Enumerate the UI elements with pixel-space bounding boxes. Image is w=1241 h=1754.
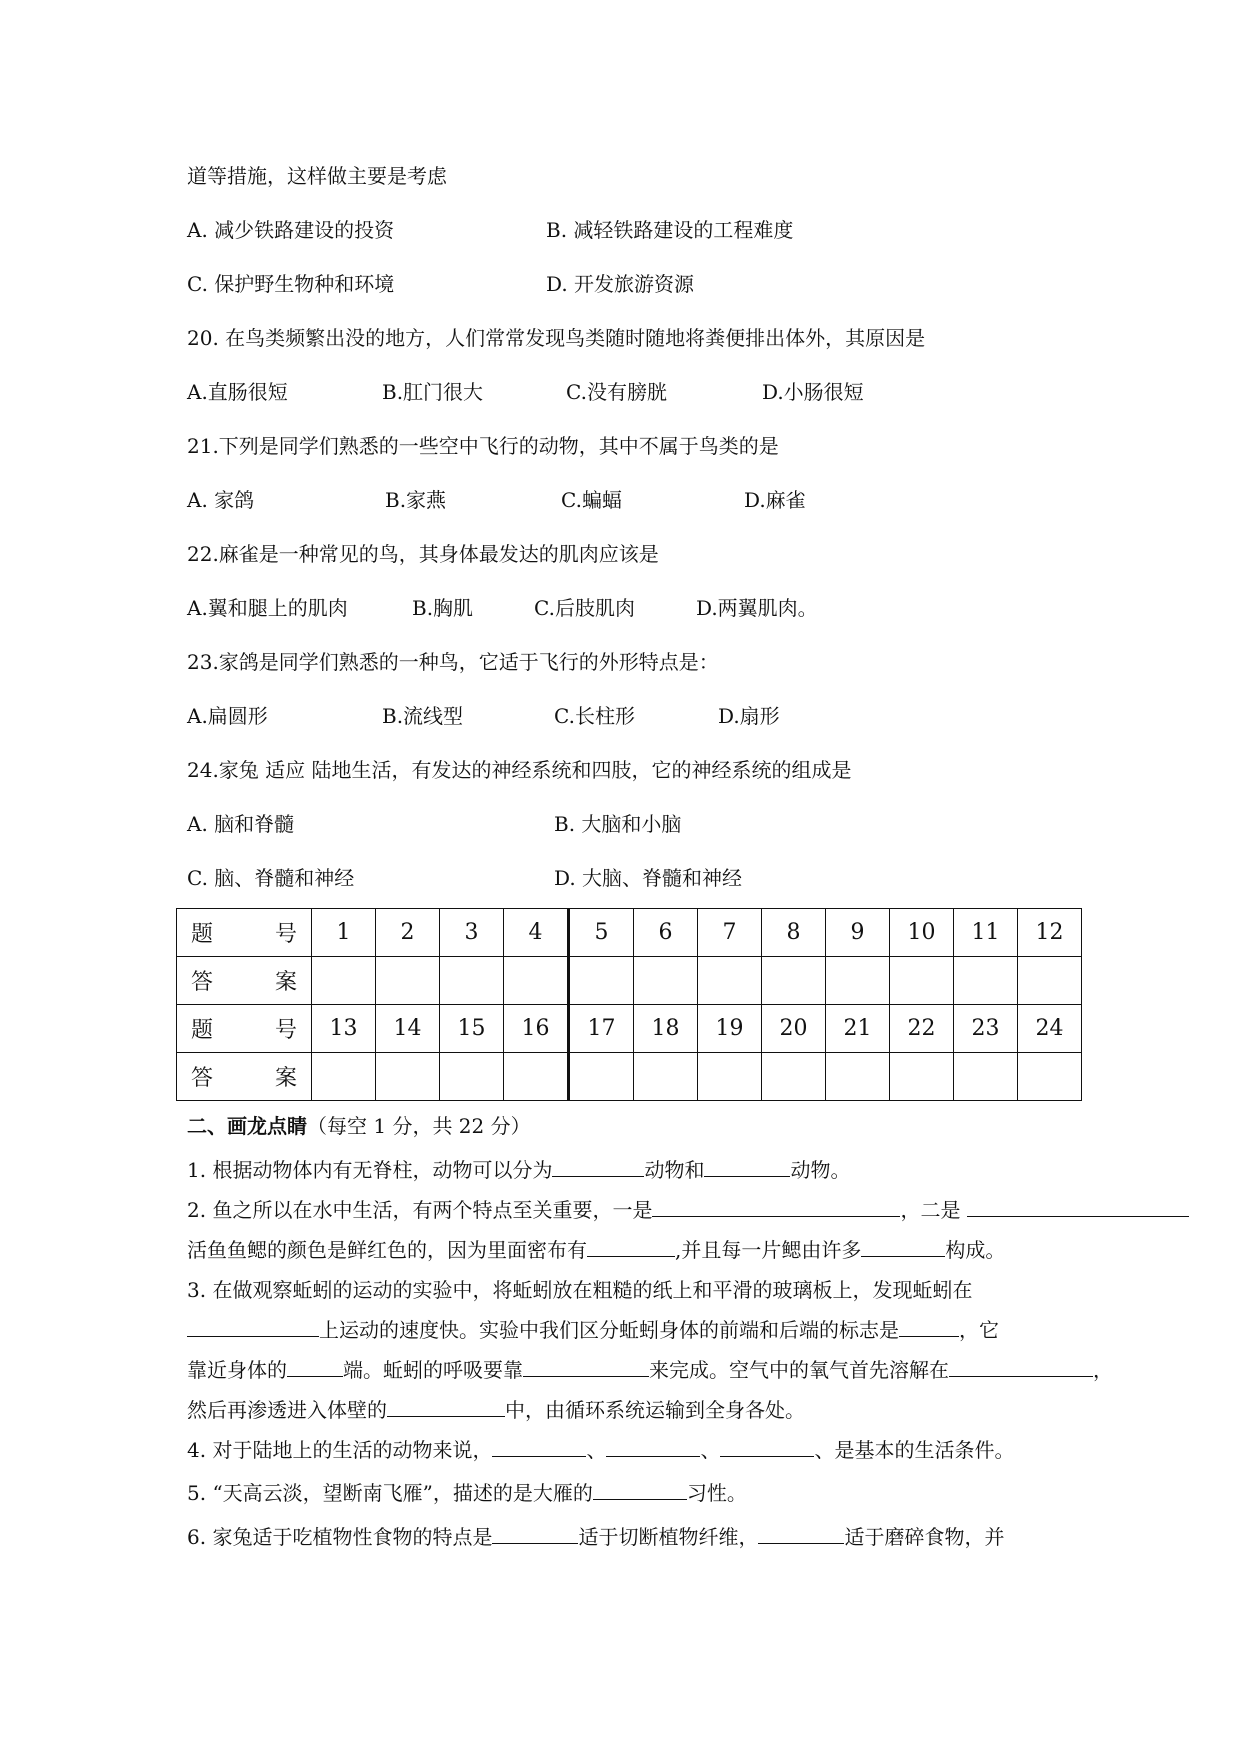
answer-cell[interactable] <box>698 957 762 1005</box>
answer-cell[interactable] <box>826 957 890 1005</box>
answer-cell[interactable] <box>569 957 634 1005</box>
q24-option-d: D. 大脑、脊髓和神经 <box>554 866 743 890</box>
text: 2. 鱼之所以在水中生活，有两个特点至关重要，一是 <box>187 1198 653 1222</box>
text: ，二是 <box>900 1198 961 1222</box>
blank[interactable] <box>492 1525 578 1544</box>
question-number: 6 <box>634 909 698 957</box>
fill-question-3: 3. 在做观察蚯蚓的运动的实验中，将蚯蚓放在粗糙的纸上和平滑的玻璃板上，发现蚯蚓在 <box>187 1278 973 1302</box>
table-row-numbers-1 <box>177 909 1082 957</box>
answer-cell[interactable] <box>634 957 698 1005</box>
question-number: 10 <box>890 909 954 957</box>
text: 上运动的速度快。实验中我们区分蚯蚓身体的前端和后端的标志是 <box>319 1318 899 1342</box>
text: 、 <box>700 1438 721 1462</box>
blank[interactable] <box>949 1358 1093 1377</box>
answer-cell[interactable] <box>890 957 954 1005</box>
fill-question-2 <box>187 1197 1189 1223</box>
q21-option-b: B.家燕 <box>385 488 447 512</box>
question-number: 3 <box>440 909 504 957</box>
q24-option-a: A. 脑和脊髓 <box>187 812 295 836</box>
answer-cell[interactable] <box>312 1053 376 1101</box>
blank[interactable] <box>758 1525 844 1544</box>
blank[interactable] <box>387 1398 505 1417</box>
fill-question-2b <box>187 1237 1005 1263</box>
answer-cell[interactable] <box>504 1053 569 1101</box>
q24-option-b: B. 大脑和小脑 <box>554 812 682 836</box>
text: 来完成。空气中的氧气首先溶解在 <box>649 1358 949 1382</box>
q19-option-d: D. 开发旅游资源 <box>546 272 695 296</box>
q24-stem: 24.家兔 适应 陆地生活，有发达的神经系统和四肢，它的神经系统的组成是 <box>187 758 852 782</box>
text: 活鱼鱼鳃的颜色是鲜红色的，因为里面密布有 <box>187 1238 587 1262</box>
q19-option-a: A. 减少铁路建设的投资 <box>187 218 395 242</box>
text: 动物。 <box>790 1158 851 1182</box>
question-number: 24 <box>1018 1005 1082 1053</box>
question-number: 18 <box>634 1005 698 1053</box>
answer-cell[interactable] <box>954 1053 1018 1101</box>
blank[interactable] <box>552 1158 644 1177</box>
table-row-answers-1 <box>177 957 1082 1005</box>
question-number: 15 <box>440 1005 504 1053</box>
text: 4. 对于陆地上的生活的动物来说， <box>187 1438 493 1462</box>
question-number: 14 <box>376 1005 440 1053</box>
text: 、是基本的生活条件。 <box>814 1438 1015 1462</box>
question-number: 12 <box>1018 909 1082 957</box>
fill-question-6 <box>187 1524 1004 1550</box>
blank[interactable] <box>899 1318 959 1337</box>
answer-cell[interactable] <box>762 1053 826 1101</box>
text: 靠近身体的 <box>187 1358 287 1382</box>
q22-option-c: C.后肢肌肉 <box>534 596 635 620</box>
fill-question-1 <box>187 1157 850 1183</box>
answer-cell[interactable] <box>504 957 569 1005</box>
blank[interactable] <box>704 1158 790 1177</box>
text: 6. 家兔适于吃植物性食物的特点是 <box>187 1525 493 1549</box>
q23-stem: 23.家鸽是同学们熟悉的一种鸟，它适于飞行的外形特点是： <box>187 650 719 674</box>
blank[interactable] <box>587 1238 675 1257</box>
answer-cell[interactable] <box>569 1053 634 1101</box>
section2-heading <box>187 1113 531 1139</box>
text: 构成。 <box>945 1238 1006 1262</box>
question-number: 4 <box>504 909 569 957</box>
q21-stem: 21.下列是同学们熟悉的一些空中飞行的动物，其中不属于鸟类的是 <box>187 434 779 458</box>
question-number: 11 <box>954 909 1018 957</box>
q19-option-b: B. 减轻铁路建设的工程难度 <box>546 218 794 242</box>
question-number: 13 <box>312 1005 376 1053</box>
q24-option-c: C. 脑、脊髓和神经 <box>187 866 355 890</box>
q20-option-b: B.肛门很大 <box>382 380 484 404</box>
text: 端。蚯蚓的呼吸要靠 <box>343 1358 523 1382</box>
question-number: 1 <box>312 909 376 957</box>
answer-cell[interactable] <box>634 1053 698 1101</box>
q23-option-b: B.流线型 <box>382 704 464 728</box>
blank[interactable] <box>593 1481 687 1500</box>
section2-note: （每空 1 分，共 22 分） <box>307 1114 531 1138</box>
blank[interactable] <box>187 1318 319 1337</box>
text: 然后再渗透进入体壁的 <box>187 1398 387 1422</box>
question-number: 8 <box>762 909 826 957</box>
question-number: 5 <box>569 909 634 957</box>
section2-title: 二、画龙点睛 <box>187 1114 307 1138</box>
fill-question-4 <box>187 1437 1014 1463</box>
answer-cell[interactable] <box>440 1053 504 1101</box>
blank[interactable] <box>652 1198 900 1217</box>
answer-cell[interactable] <box>1018 957 1082 1005</box>
table-row-numbers-2 <box>177 1005 1082 1053</box>
q22-option-d: D.两翼肌肉。 <box>696 596 818 620</box>
answer-cell[interactable] <box>762 957 826 1005</box>
blank[interactable] <box>720 1438 814 1457</box>
blank[interactable] <box>287 1358 343 1377</box>
text: 适于切断植物纤维， <box>578 1525 759 1549</box>
q22-option-b: B.胸肌 <box>412 596 474 620</box>
label-answer-2: 答 案 <box>177 1053 312 1101</box>
question-number: 2 <box>376 909 440 957</box>
q20-option-a: A.直肠很短 <box>187 380 288 404</box>
answer-cell[interactable] <box>1018 1053 1082 1101</box>
question-number: 16 <box>504 1005 569 1053</box>
answer-table <box>176 908 1082 1101</box>
question-number: 23 <box>954 1005 1018 1053</box>
blank[interactable] <box>606 1438 700 1457</box>
fill-question-3b <box>187 1317 999 1343</box>
q21-option-c: C.蝙蝠 <box>561 488 622 512</box>
answer-cell[interactable] <box>698 1053 762 1101</box>
answer-cell[interactable] <box>826 1053 890 1101</box>
blank[interactable] <box>492 1438 586 1457</box>
question-number: 20 <box>762 1005 826 1053</box>
q22-option-a: A.翼和腿上的肌肉 <box>187 596 348 620</box>
text: 适于磨碎食物，并 <box>844 1525 1005 1549</box>
label-answer-1: 答 案 <box>177 957 312 1005</box>
answer-cell[interactable] <box>312 957 376 1005</box>
q20-stem: 20. 在鸟类频繁出没的地方，人们常常发现鸟类随时随地将粪便排出体外，其原因是 <box>187 326 926 350</box>
blank[interactable] <box>523 1358 649 1377</box>
question-number: 21 <box>826 1005 890 1053</box>
q21-option-a: A. 家鸽 <box>187 488 255 512</box>
q23-option-c: C.长柱形 <box>554 704 635 728</box>
q20-option-d: D.小肠很短 <box>762 380 864 404</box>
question-number: 17 <box>569 1005 634 1053</box>
q23-option-a: A.扁圆形 <box>187 704 268 728</box>
answer-cell[interactable] <box>890 1053 954 1101</box>
table-row-answers-2 <box>177 1053 1082 1101</box>
blank[interactable] <box>967 1198 1189 1217</box>
text: 1. 根据动物体内有无脊柱，动物可以分为 <box>187 1158 553 1182</box>
answer-cell[interactable] <box>376 1053 440 1101</box>
q19-stem-tail: 道等措施，这样做主要是考虑 <box>187 164 447 188</box>
text: 习性。 <box>686 1481 747 1505</box>
text: 中，由循环系统运输到全身各处。 <box>505 1398 805 1422</box>
text: 、 <box>586 1438 607 1462</box>
answer-cell[interactable] <box>376 957 440 1005</box>
question-number: 22 <box>890 1005 954 1053</box>
text: ,并且每一片鳃由许多 <box>675 1238 862 1262</box>
label-number-2: 题 号 <box>177 1005 312 1053</box>
answer-cell[interactable] <box>954 957 1018 1005</box>
text: ，它 <box>959 1318 999 1342</box>
answer-cell[interactable] <box>440 957 504 1005</box>
q22-stem: 22.麻雀是一种常见的鸟，其身体最发达的肌肉应该是 <box>187 542 659 566</box>
text: ， <box>1093 1358 1113 1382</box>
q20-option-c: C.没有膀胱 <box>566 380 667 404</box>
label-number-1: 题 号 <box>177 909 312 957</box>
question-number: 7 <box>698 909 762 957</box>
fill-question-3d <box>187 1397 805 1423</box>
fill-question-3c <box>187 1357 1113 1383</box>
question-number: 19 <box>698 1005 762 1053</box>
q23-option-d: D.扇形 <box>718 704 780 728</box>
question-number: 9 <box>826 909 890 957</box>
q19-option-c: C. 保护野生物种和环境 <box>187 272 395 296</box>
text: 动物和 <box>644 1158 705 1182</box>
fill-question-5 <box>187 1480 747 1506</box>
blank[interactable] <box>861 1238 945 1257</box>
text: 5. “天高云淡，望断南飞雁”，描述的是大雁的 <box>187 1481 593 1505</box>
q21-option-d: D.麻雀 <box>744 488 806 512</box>
